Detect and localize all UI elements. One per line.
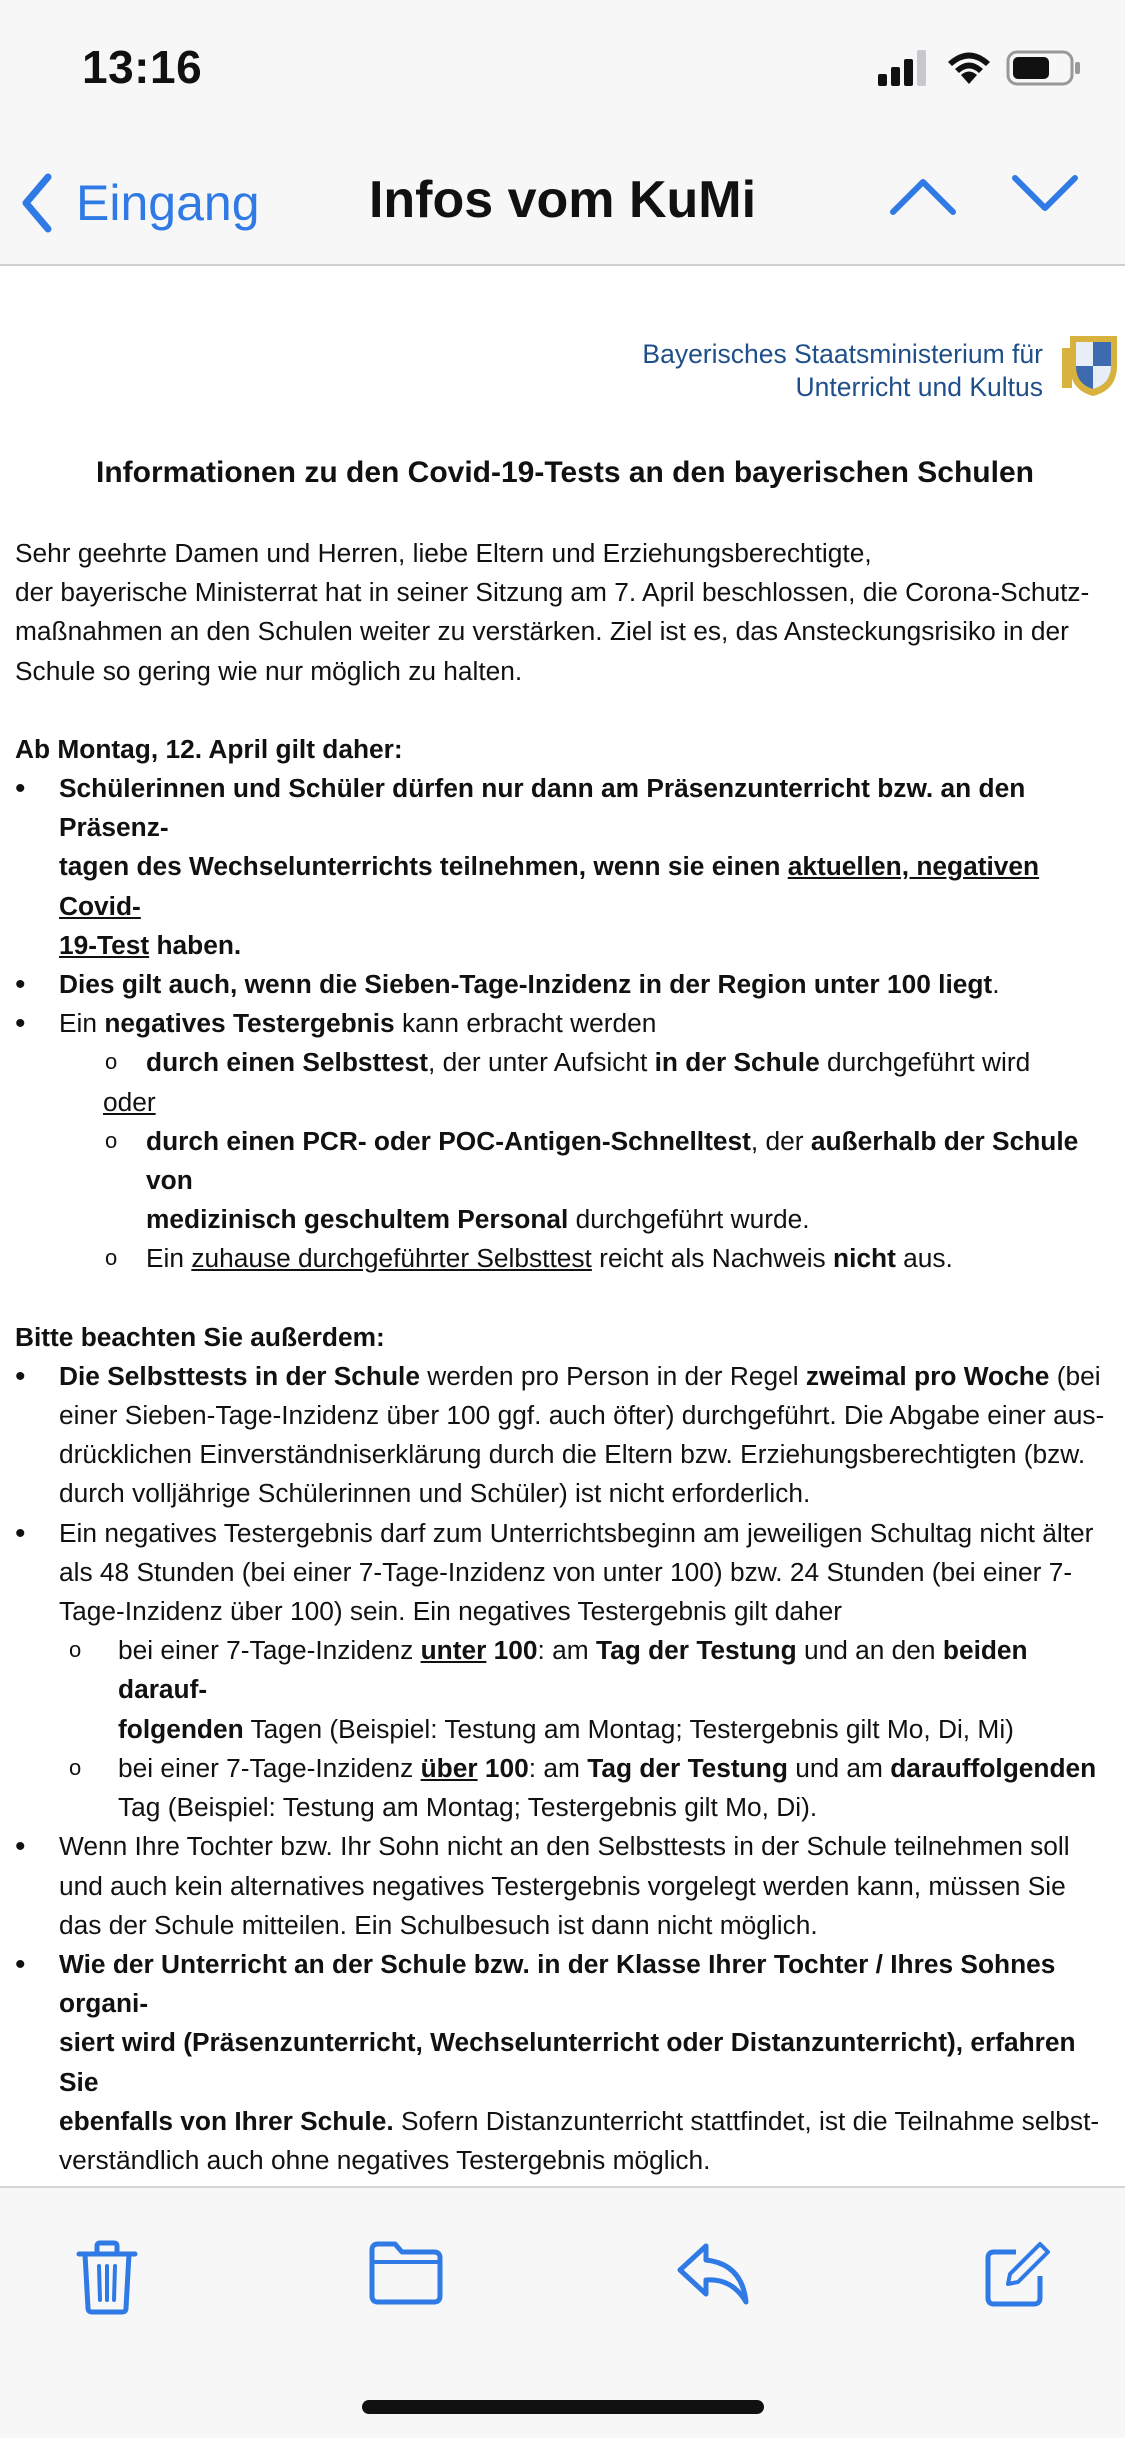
sub-list-item: o durch einen PCR- oder POC-Antigen-Schnelltest, der außerhalb der Schule von medizinisch geschultem Personal durchgeführt wurde. — [15, 1122, 1110, 1240]
bavarian-crest-icon — [1062, 328, 1125, 398]
sub-list — [15, 1043, 1110, 1082]
list-item: • Ein negatives Testergebnis kann erbracht werden — [15, 1004, 1110, 1043]
home-indicator[interactable] — [362, 2400, 764, 2414]
navigation-bar — [0, 140, 1125, 266]
oder-label: oder — [103, 1086, 156, 1117]
bullet-list — [15, 769, 1110, 1043]
next-message-button[interactable] — [1010, 170, 1080, 220]
bullet-list — [15, 1357, 1110, 1631]
trash-icon[interactable] — [75, 2240, 139, 2316]
intro-line-1: Sehr geehrte Damen und Herren, liebe Eltern und Erziehungsberechtigte, — [15, 538, 872, 568]
compose-icon[interactable] — [982, 2240, 1052, 2310]
status-bar — [0, 0, 1125, 140]
document-title: Informationen zu den Covid-19-Tests an den bayerischen Schulen — [96, 456, 1034, 489]
intro-line-4: Schule so gering wie nur möglich zu halten. — [15, 655, 523, 686]
sub-list — [15, 1631, 1110, 1827]
wifi-icon — [946, 48, 992, 84]
message-body[interactable] — [0, 266, 1125, 2186]
reply-icon[interactable] — [676, 2240, 750, 2306]
document-body — [15, 534, 1110, 2376]
list-item: • Die Selbsttests in der Schule werden pro Person in der Regel zweimal pro Woche (bei einer Sieben-Tage-Inzidenz über 100 ggf. auch öfter) durchgeführt. Die Abgabe einer aus- drücklichen Einverständniserklärung durch die Eltern bzw. Erziehungsberechtigten (bzw. durch volljährige Schülerinnen und Schüler) ist nicht erforderlich. — [15, 1357, 1110, 1514]
letterhead-line-1: Bayerisches Staatsministerium für — [642, 339, 1043, 369]
sub-list-item: o Ein zuhause durchgeführter Selbsttest reicht als Nachweis nicht aus. — [15, 1239, 1110, 1278]
sub-list-item: o bei einer 7-Tage-Inzidenz unter 100: am Tag der Testung und an den beiden darauf- folgenden Tagen (Beispiel: Testung am Montag; Testergebnis gilt Mo, Di, Mi) — [15, 1631, 1110, 1749]
status-time: 13:16 — [82, 41, 203, 93]
sub-list-item: o bei einer 7-Tage-Inzidenz über 100: am Tag der Testung und am darauffolgenden Tag (Beispiel: Testung am Montag; Testergebnis gilt Mo, Di). — [15, 1749, 1110, 1827]
list-item: • Dies gilt auch, wenn die Sieben-Tage-Inzidenz in der Region unter 100 liegt. — [15, 965, 1110, 1004]
section-heading: Ab Montag, 12. April gilt daher: — [15, 733, 403, 764]
cellular-signal-icon — [878, 50, 928, 86]
sub-list — [15, 1122, 1110, 1279]
section-heading: Bitte beachten Sie außerdem: — [15, 1321, 385, 1352]
letterhead — [642, 338, 1043, 404]
previous-message-button[interactable] — [888, 170, 958, 220]
list-item: • Wie der Unterricht an der Schule bzw. in der Klasse Ihrer Tochter / Ihres Sohnes organi- siert wird (Präsenzunterricht, Wechselunterricht oder Distanzunterricht), erfahren Sie ebenfalls von Ihrer Schule. Sofern Distanzunterricht stattfindet, ist die Teilnahme selbst- verständlich auch ohne negatives Testergebnis möglich. — [15, 1945, 1110, 2180]
sub-list-item: o durch einen Selbsttest, der unter Aufsicht in der Schule durchgeführt wird — [15, 1043, 1110, 1082]
battery-icon — [1006, 50, 1082, 86]
back-button-label: Eingang — [76, 175, 260, 231]
list-item: • Schülerinnen und Schüler dürfen nur dann am Präsenzunterricht bzw. an den Präsenz- tagen des Wechselunterrichts teilnehmen, wenn sie einen aktuellen, negativen Covid- 19-Test haben. — [15, 769, 1110, 965]
folder-icon[interactable] — [368, 2240, 444, 2306]
list-item: • Ein negatives Testergebnis darf zum Unterrichtsbeginn am jeweiligen Schultag nicht älter als 48 Stunden (bei einer 7-Tage-Inzidenz von unter 100) bzw. 24 Stunden (bei einer 7- Tage-Inzidenz über 100) sein. Ein negatives Testergebnis gilt daher — [15, 1514, 1110, 1632]
list-item: • Wenn Ihre Tochter bzw. Ihr Sohn nicht an den Selbsttests in der Schule teilnehmen soll und auch kein alternatives negatives Testergebnis vorgelegt werden kann, müssen Sie das der Schule mitteilen. Ein Schulbesuch ist dann nicht möglich. — [15, 1827, 1110, 1945]
bottom-toolbar — [0, 2186, 1125, 2438]
letterhead-line-2: Unterricht und Kultus — [795, 372, 1043, 402]
page-title: Infos vom KuMi — [368, 171, 757, 229]
intro-line-2: der bayerische Ministerrat hat in seiner Sitzung am 7. April beschlossen, die Corona-Schutz- — [15, 577, 1090, 608]
intro-line-3: maßnahmen an den Schulen weiter zu verstärken. Ziel ist es, das Ansteckungsrisiko in der — [15, 616, 1069, 647]
